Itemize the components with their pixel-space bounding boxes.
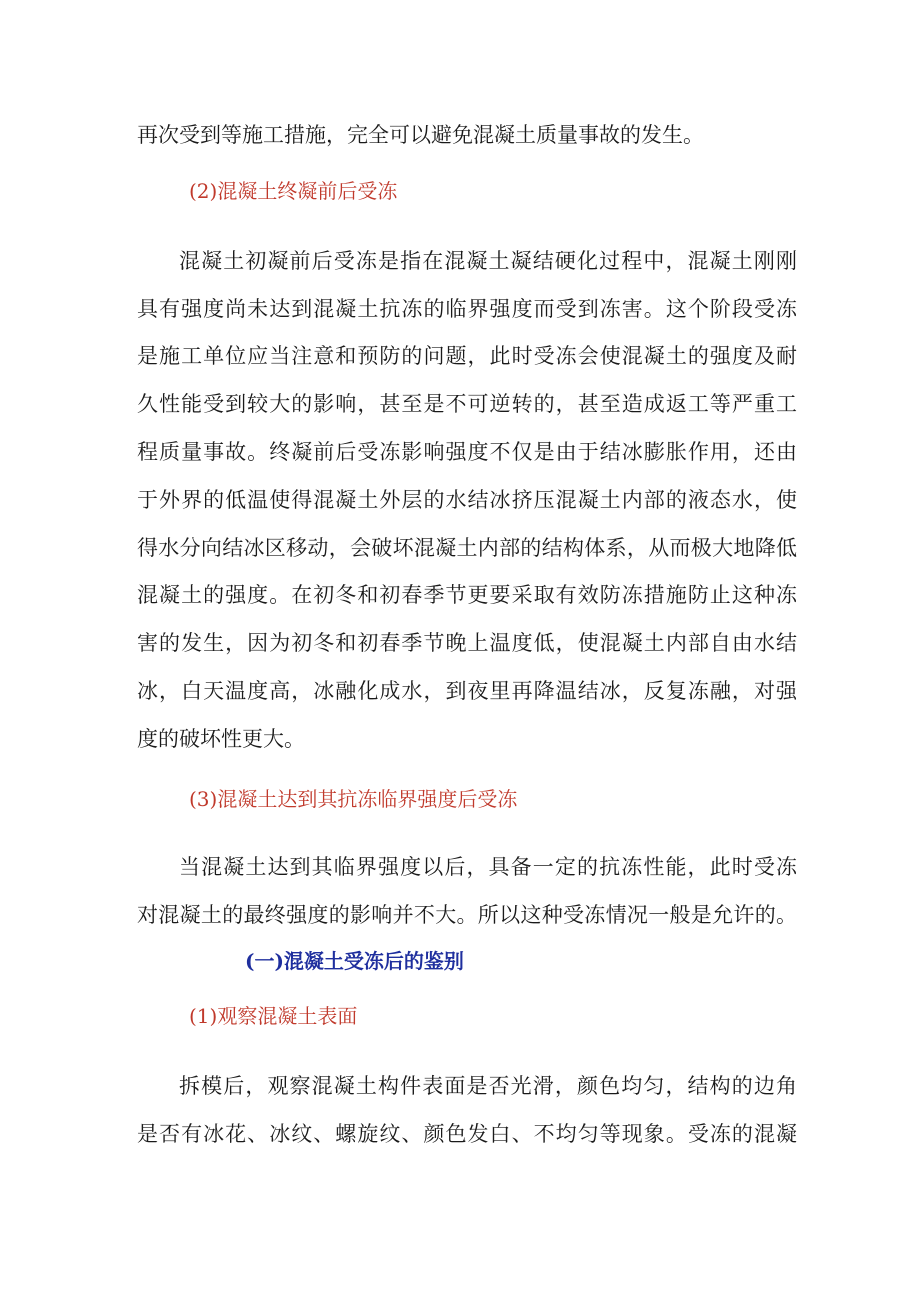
paragraph-line: 度的破坏性更大。 (137, 727, 305, 751)
paragraph-line: 是施工单位应当注意和预防的问题，此时受冻会使混凝土的强度及耐 (137, 344, 797, 368)
paragraph-line: 是否有冰花、冰纹、螺旋纹、颜色发白、不均匀等现象。受冻的混凝 (137, 1122, 797, 1146)
paragraph-line: 冰，白天温度高，冰融化成水，到夜里再降温结冰，反复冻融，对强 (137, 679, 797, 703)
paragraph-line: 具有强度尚未达到混凝土抗冻的临界强度而受到冻害。这个阶段受冻 (137, 297, 797, 321)
paragraph-line: 混凝土初凝前后受冻是指在混凝土凝结硬化过程中，混凝土刚刚 (179, 249, 797, 273)
paragraph-line: 于外界的低温使得混凝土外层的水结冰挤压混凝土内部的液态水，使 (137, 488, 797, 512)
sub-1-heading: (1)观察混凝土表面 (189, 1004, 358, 1028)
paragraph-line: 混凝土的强度。在初冬和初春季节更要采取有效防冻措施防止这种冻 (137, 583, 797, 607)
section-3-heading: (3)混凝土达到其抗冻临界强度后受冻 (189, 787, 518, 811)
paragraph-line: 当混凝土达到其临界强度以后，具备一定的抗冻性能，此时受冻 (179, 855, 797, 879)
intro-line: 再次受到等施工措施，完全可以避免混凝土质量事故的发生。 (137, 123, 704, 147)
paragraph-line: 拆模后，观察混凝土构件表面是否光滑，颜色均匀，结构的边角 (179, 1074, 797, 1098)
paragraph-line: 得水分向结冰区移动，会破坏混凝土内部的结构体系，从而极大地降低 (137, 536, 797, 560)
paragraph-line: 久性能受到较大的影响，甚至是不可逆转的，甚至造成返工等严重工 (137, 392, 797, 416)
paragraph-line: 害的发生，因为初冬和初春季节晚上温度低，使混凝土内部自由水结 (137, 631, 797, 655)
section-2-heading: (2)混凝土终凝前后受冻 (189, 179, 398, 203)
paragraph-line: 对混凝土的最终强度的影响并不大。所以这种受冻情况一般是允许的。 (137, 903, 797, 927)
paragraph-line: 程质量事故。终凝前后受冻影响强度不仅是由于结冰膨胀作用，还由 (137, 440, 797, 464)
part-1-heading: (一)混凝土受冻后的鉴别 (245, 949, 464, 973)
